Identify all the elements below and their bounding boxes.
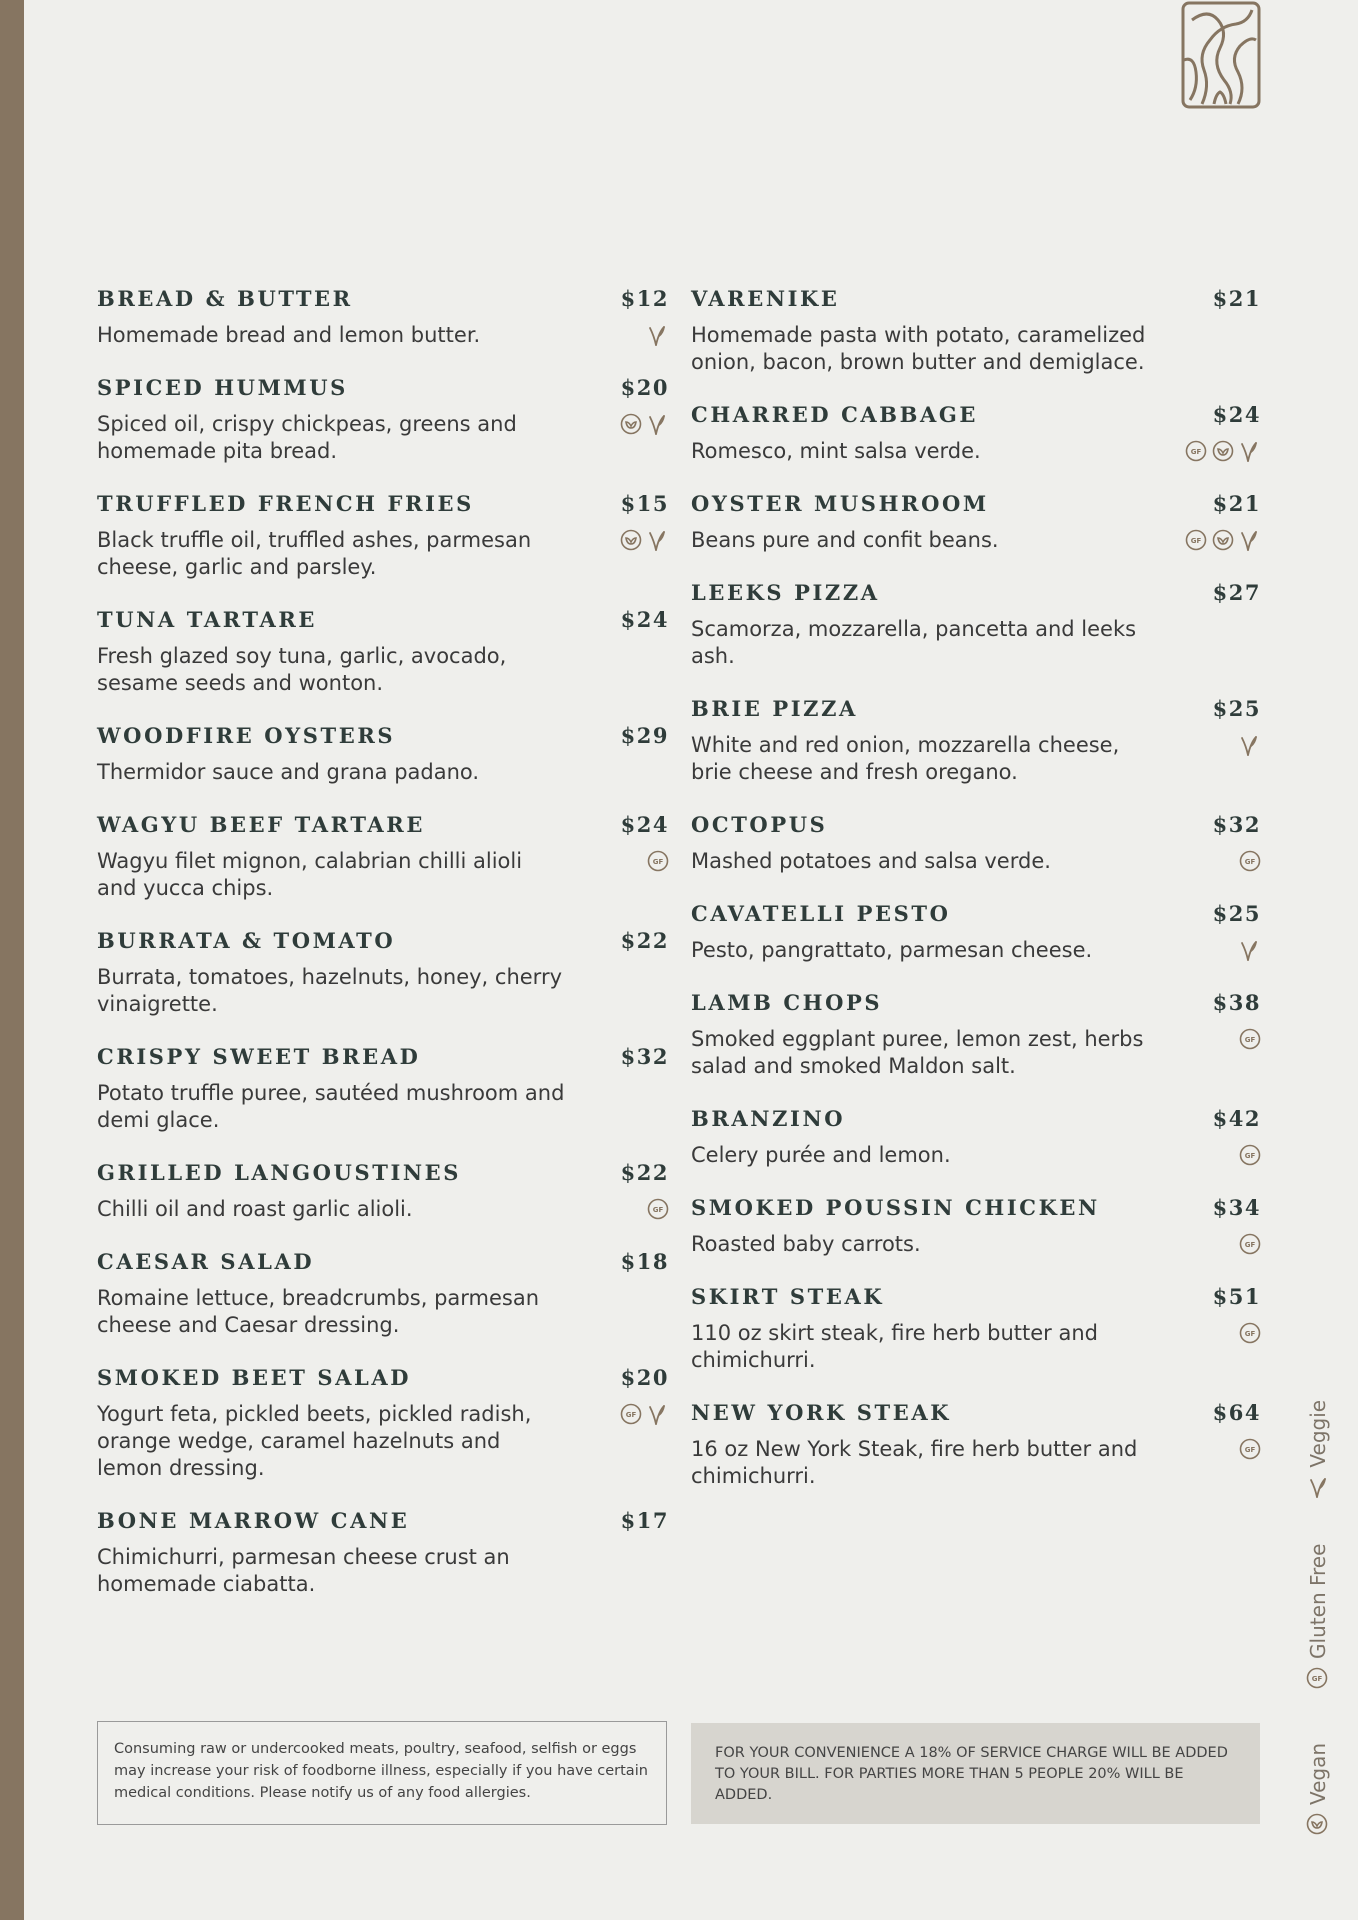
menu-item-body — [97, 1544, 669, 1598]
dietary-icons — [1239, 1320, 1261, 1346]
menu-item-price: $25 — [1212, 696, 1261, 721]
menu-item — [97, 1508, 669, 1598]
legend-gluten-free-label: Gluten Free — [1306, 1543, 1330, 1659]
menu-item-header — [97, 812, 669, 837]
menu-item-body — [691, 1026, 1261, 1080]
menu-item-name: CHARRED CABBAGE — [691, 402, 979, 427]
menu-item-name: SPICED HUMMUS — [97, 375, 348, 400]
menu-item-description: 110 oz skirt steak, fire herb butter and chimichurri. — [691, 1321, 1098, 1372]
dietary-icons — [1239, 1231, 1261, 1257]
menu-item-price: $64 — [1212, 1400, 1261, 1425]
veggie-icon — [647, 529, 669, 553]
dietary-legend — [1298, 1395, 1338, 1835]
menu-item-body — [691, 1436, 1261, 1490]
menu-item-description: Romesco, mint salsa verde. — [691, 439, 981, 463]
menu-item — [691, 1106, 1261, 1169]
menu-item — [691, 1400, 1261, 1490]
dietary-icons — [1239, 1026, 1261, 1052]
menu-item-header — [97, 1044, 669, 1069]
menu-item-price: $27 — [1212, 580, 1261, 605]
menu-item-name: BRIE PIZZA — [691, 696, 858, 721]
menu-item-body — [691, 1320, 1261, 1374]
menu-item-body — [691, 616, 1261, 670]
menu-item — [691, 402, 1261, 465]
svg-text:GF: GF — [1244, 1446, 1256, 1454]
vegan-icon — [620, 529, 642, 553]
menu-item-description: Yogurt feta, pickled beets, pickled radish, orange wedge, caramel hazelnuts and lemon dressing. — [97, 1402, 532, 1480]
menu-item-price: $18 — [620, 1249, 669, 1274]
svg-text:GF: GF — [1190, 448, 1202, 456]
menu-item-body — [691, 438, 1261, 465]
menu-item-header — [691, 1400, 1261, 1425]
veggie-icon — [647, 324, 669, 348]
dietary-icons — [1185, 438, 1261, 464]
menu-item-description: Chimichurri, parmesan cheese crust an homemade ciabatta. — [97, 1545, 510, 1596]
veggie-icon — [647, 1403, 669, 1427]
menu-item-description: Homemade pasta with potato, caramelized onion, bacon, brown butter and demiglace. — [691, 323, 1146, 374]
menu-item-name: OYSTER MUSHROOM — [691, 491, 989, 516]
dietary-icons — [1239, 732, 1261, 758]
svg-text:GF: GF — [1244, 1036, 1256, 1044]
menu-item-description: Smoked eggplant puree, lemon zest, herbs salad and smoked Maldon salt. — [691, 1027, 1144, 1078]
right-menu-column — [691, 286, 1261, 1516]
menu-item-description: Chilli oil and roast garlic alioli. — [97, 1197, 413, 1221]
menu-item-description: Black truffle oil, truffled ashes, parmesan cheese, garlic and parsley. — [97, 528, 532, 579]
menu-item — [97, 607, 669, 697]
menu-item-header — [691, 286, 1261, 311]
menu-item-description: Homemade bread and lemon butter. — [97, 323, 481, 347]
gluten-free-icon — [1239, 1144, 1261, 1168]
menu-item — [691, 901, 1261, 964]
menu-item — [97, 928, 669, 1018]
veggie-icon — [647, 413, 669, 437]
legend-gluten-free — [1306, 1544, 1330, 1689]
menu-item-description: Burrata, tomatoes, hazelnuts, honey, cherry vinaigrette. — [97, 965, 563, 1016]
dietary-icons — [620, 411, 669, 437]
menu-item-name: VARENIKE — [691, 286, 840, 311]
menu-item-body — [97, 322, 669, 349]
menu-item-price: $24 — [620, 812, 669, 837]
left-menu-column — [97, 286, 669, 1624]
menu-item — [691, 990, 1261, 1080]
menu-item-body — [97, 848, 669, 902]
menu-item-header — [97, 607, 669, 632]
menu-item-description: Pesto, pangrattato, parmesan cheese. — [691, 938, 1093, 962]
legend-veggie-label: Veggie — [1306, 1399, 1330, 1468]
menu-item-header — [97, 1365, 669, 1390]
vegan-icon — [1306, 1813, 1330, 1835]
menu-item-name: CRISPY SWEET BREAD — [97, 1044, 421, 1069]
menu-item — [691, 1284, 1261, 1374]
veggie-icon — [1239, 939, 1261, 963]
menu-item-header — [691, 491, 1261, 516]
menu-item-header — [97, 723, 669, 748]
menu-item-body — [691, 322, 1261, 376]
allergy-notice-text: Consuming raw or undercooked meats, poultry, seafood, selfish or eggs may increase your risk of foodborne illness, especially if you have certain medical conditions. Please notify us of any food allergies. — [114, 1741, 648, 1801]
menu-item-header — [691, 696, 1261, 721]
menu-item-description: Romaine lettuce, breadcrumbs, parmesan cheese and Caesar dressing. — [97, 1286, 540, 1337]
gluten-free-icon — [647, 850, 669, 874]
svg-text:GF: GF — [1190, 537, 1202, 545]
svg-text:GF: GF — [625, 1411, 637, 1419]
dietary-icons — [647, 848, 669, 874]
vegan-icon — [620, 413, 642, 437]
svg-text:GF: GF — [1311, 1674, 1323, 1683]
gluten-free-icon — [1239, 1438, 1261, 1462]
side-accent-bar — [0, 0, 24, 1920]
menu-item — [691, 1195, 1261, 1258]
menu-item — [97, 812, 669, 902]
menu-item-name: TUNA TARTARE — [97, 607, 318, 632]
menu-item-name: GRILLED LANGOUSTINES — [97, 1160, 462, 1185]
menu-item-name: CAVATELLI PESTO — [691, 901, 951, 926]
menu-item-price: $12 — [620, 286, 669, 311]
menu-item-price: $42 — [1212, 1106, 1261, 1131]
vegan-icon — [1212, 440, 1234, 464]
allergy-notice — [97, 1721, 667, 1825]
menu-item-price: $32 — [620, 1044, 669, 1069]
menu-item-name: TRUFFLED FRENCH FRIES — [97, 491, 474, 516]
menu-item-name: LEEKS PIZZA — [691, 580, 880, 605]
svg-text:GF: GF — [1244, 1241, 1256, 1249]
menu-item-body — [691, 1231, 1261, 1258]
menu-item-header — [691, 402, 1261, 427]
service-charge-text: FOR YOUR CONVENIENCE A 18% OF SERVICE CHARGE WILL BE ADDED TO YOUR BILL. FOR PARTIES MORE THAN 5 PEOPLE 20% WILL BE ADDED. — [715, 1745, 1228, 1803]
menu-item-price: $25 — [1212, 901, 1261, 926]
menu-item-header — [691, 901, 1261, 926]
menu-item-body — [97, 1401, 669, 1482]
menu-item-header — [691, 990, 1261, 1015]
menu-item-name: SMOKED POUSSIN CHICKEN — [691, 1195, 1100, 1220]
menu-item-price: $21 — [1212, 491, 1261, 516]
gluten-free-icon — [1239, 850, 1261, 874]
menu-item-name: LAMB CHOPS — [691, 990, 883, 1015]
veggie-icon — [1239, 440, 1261, 464]
svg-text:GF: GF — [652, 1206, 664, 1214]
menu-item — [691, 696, 1261, 786]
menu-item — [691, 491, 1261, 554]
veggie-icon — [1306, 1476, 1330, 1498]
dietary-icons — [1239, 1436, 1261, 1462]
svg-text:GF: GF — [652, 858, 664, 866]
menu-item-description: Thermidor sauce and grana padano. — [97, 760, 480, 784]
menu-item-body — [691, 1142, 1261, 1169]
menu-item-body — [97, 1080, 669, 1134]
gluten-free-icon — [1306, 1667, 1330, 1689]
menu-item-body — [691, 732, 1261, 786]
menu-item-description: Wagyu filet mignon, calabrian chilli alioli and yucca chips. — [97, 849, 523, 900]
menu-item — [97, 1160, 669, 1223]
menu-item-description: Scamorza, mozzarella, pancetta and leeks ash. — [691, 617, 1137, 668]
menu-item-name: OCTOPUS — [691, 812, 828, 837]
menu-item-header — [97, 1249, 669, 1274]
gluten-free-icon — [1185, 440, 1207, 464]
gluten-free-icon — [620, 1403, 642, 1427]
menu-item-body — [97, 964, 669, 1018]
menu-item-name: NEW YORK STEAK — [691, 1400, 952, 1425]
dietary-icons — [647, 322, 669, 348]
menu-item-description: 16 oz New York Steak, fire herb butter and chimichurri. — [691, 1437, 1138, 1488]
menu-item-price: $24 — [620, 607, 669, 632]
menu-item-header — [97, 375, 669, 400]
menu-item — [97, 1365, 669, 1482]
menu-item-name: BONE MARROW CANE — [97, 1508, 410, 1533]
dietary-icons — [1185, 527, 1261, 553]
menu-item-price: $24 — [1212, 402, 1261, 427]
menu-item-header — [97, 1508, 669, 1533]
menu-item-price: $38 — [1212, 990, 1261, 1015]
svg-text:GF: GF — [1244, 1330, 1256, 1338]
gluten-free-icon — [1239, 1322, 1261, 1346]
menu-item-description: Fresh glazed soy tuna, garlic, avocado, sesame seeds and wonton. — [97, 644, 507, 695]
menu-item-name: CAESAR SALAD — [97, 1249, 315, 1274]
menu-item — [97, 491, 669, 581]
menu-item-name: BURRATA & TOMATO — [97, 928, 396, 953]
menu-item-header — [97, 928, 669, 953]
menu-item-price: $34 — [1212, 1195, 1261, 1220]
menu-item — [97, 286, 669, 349]
dietary-icons — [620, 1401, 669, 1427]
menu-item-price: $20 — [620, 375, 669, 400]
menu-item-description: White and red onion, mozzarella cheese, brie cheese and fresh oregano. — [691, 733, 1120, 784]
dietary-icons — [1239, 1142, 1261, 1168]
menu-item-header — [97, 286, 669, 311]
legend-vegan — [1306, 1743, 1330, 1835]
menu-item-body — [97, 1285, 669, 1339]
vegan-icon — [1212, 529, 1234, 553]
veggie-icon — [1239, 529, 1261, 553]
menu-item-price: $32 — [1212, 812, 1261, 837]
legend-veggie — [1306, 1400, 1330, 1498]
veggie-icon — [1239, 734, 1261, 758]
menu-item-price: $22 — [620, 928, 669, 953]
menu-item-body — [97, 1196, 669, 1223]
dietary-icons — [1239, 848, 1261, 874]
menu-item-price: $17 — [620, 1508, 669, 1533]
legend-vegan-label: Vegan — [1306, 1742, 1330, 1805]
wood-grain-logo — [1180, 0, 1262, 110]
menu-item-name: BREAD & BUTTER — [97, 286, 353, 311]
dietary-icons — [620, 527, 669, 553]
menu-item-description: Roasted baby carrots. — [691, 1232, 921, 1256]
menu-item-body — [691, 848, 1261, 875]
menu-item-description: Beans pure and confit beans. — [691, 528, 999, 552]
menu-item — [691, 812, 1261, 875]
menu-item-header — [691, 580, 1261, 605]
menu-item — [97, 723, 669, 786]
menu-item-body — [691, 527, 1261, 554]
menu-item-price: $15 — [620, 491, 669, 516]
dietary-icons — [1239, 937, 1261, 963]
menu-item — [97, 1249, 669, 1339]
menu-item-description: Potato truffle puree, sautéed mushroom and demi glace. — [97, 1081, 565, 1132]
menu-item-body — [691, 937, 1261, 964]
menu-item — [691, 580, 1261, 670]
menu-item-description: Celery purée and lemon. — [691, 1143, 951, 1167]
menu-item-name: SMOKED BEET SALAD — [97, 1365, 412, 1390]
dietary-icons — [647, 1196, 669, 1222]
menu-item-header — [691, 1195, 1261, 1220]
svg-text:GF: GF — [1244, 858, 1256, 866]
menu-item — [97, 375, 669, 465]
menu-item-body — [97, 643, 669, 697]
menu-item-price: $51 — [1212, 1284, 1261, 1309]
menu-item-price: $22 — [620, 1160, 669, 1185]
svg-text:GF: GF — [1244, 1152, 1256, 1160]
menu-item-name: WOODFIRE OYSTERS — [97, 723, 396, 748]
menu-item-header — [691, 812, 1261, 837]
menu-item-header — [691, 1106, 1261, 1131]
menu-item-body — [97, 759, 669, 786]
menu-item-name: WAGYU BEEF TARTARE — [97, 812, 425, 837]
menu-item-price: $21 — [1212, 286, 1261, 311]
menu-item-description: Spiced oil, crispy chickpeas, greens and homemade pita bread. — [97, 412, 517, 463]
menu-item-header — [97, 491, 669, 516]
service-charge-notice — [691, 1723, 1260, 1824]
gluten-free-icon — [1239, 1028, 1261, 1052]
gluten-free-icon — [647, 1198, 669, 1222]
menu-item-body — [97, 411, 669, 465]
menu-item — [691, 286, 1261, 376]
menu-item-header — [97, 1160, 669, 1185]
menu-item-price: $29 — [620, 723, 669, 748]
gluten-free-icon — [1239, 1233, 1261, 1257]
menu-item-name: SKIRT STEAK — [691, 1284, 885, 1309]
gluten-free-icon — [1185, 529, 1207, 553]
menu-item-price: $20 — [620, 1365, 669, 1390]
menu-item-body — [97, 527, 669, 581]
menu-item-header — [691, 1284, 1261, 1309]
menu-item — [97, 1044, 669, 1134]
menu-item-description: Mashed potatoes and salsa verde. — [691, 849, 1051, 873]
menu-item-name: BRANZINO — [691, 1106, 846, 1131]
